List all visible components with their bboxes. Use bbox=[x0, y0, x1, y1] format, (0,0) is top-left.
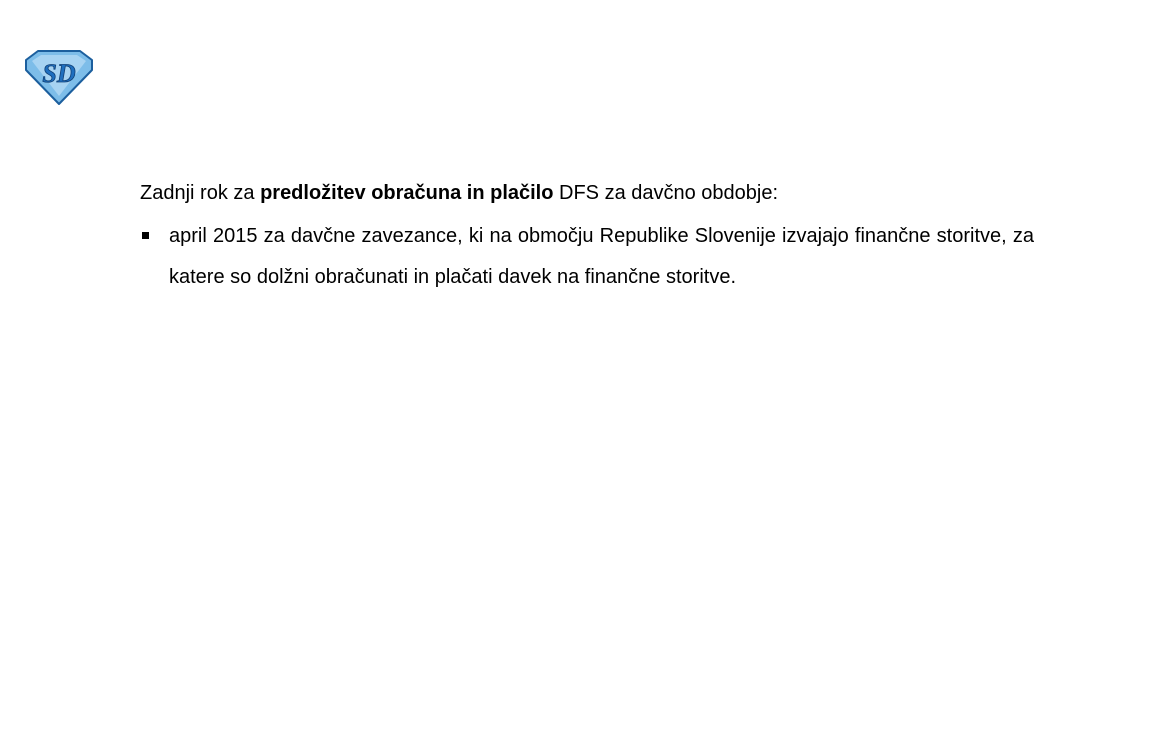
intro-paragraph bbox=[140, 178, 1034, 208]
company-logo bbox=[22, 48, 96, 106]
list-item-text: april 2015 za davčne zavezance, ki na območju Republike Slovenije izvajajo finančne storitve, za katere so dolžni obračunati in plačati davek na finančne storitve. bbox=[169, 225, 1034, 288]
list-item bbox=[140, 216, 1034, 298]
intro-text-bold: predložitev obračuna in plačilo bbox=[260, 182, 554, 204]
deadline-list bbox=[140, 216, 1034, 298]
intro-text-start: Zadnji rok za bbox=[140, 182, 261, 204]
svg-text:SD: SD bbox=[42, 59, 76, 88]
intro-text-end: DFS za davčno obdobje: bbox=[553, 182, 779, 204]
square-bullet-icon bbox=[142, 232, 149, 239]
document-body bbox=[140, 178, 1034, 298]
